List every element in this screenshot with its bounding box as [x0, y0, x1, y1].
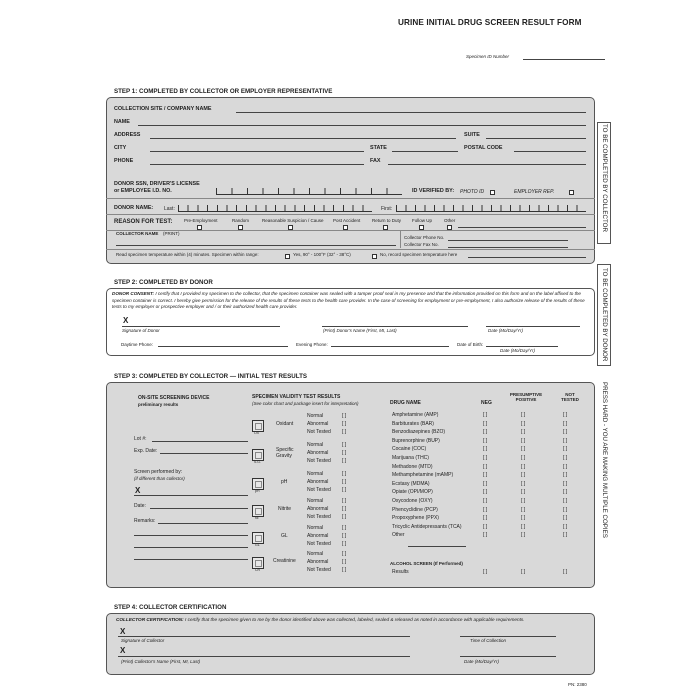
fax-label: FAX	[370, 158, 381, 164]
step3-heading: STEP 3: COMPLETED BY COLLECTOR — INITIAL TEST RESULTS	[114, 373, 307, 380]
validity-code: OX	[254, 431, 260, 435]
alcohol-not-tested-bracket[interactable]: [ ]	[563, 569, 568, 575]
bracket[interactable]: [ ]	[483, 515, 488, 522]
bracket[interactable]: [ ]	[342, 566, 347, 573]
bracket[interactable]: [ ]	[563, 489, 568, 496]
bracket[interactable]: [ ]	[342, 558, 347, 565]
photo-id-option[interactable]: PHOTO ID	[460, 189, 485, 195]
city-label: CITY	[114, 145, 127, 151]
donor-consent-text: I certify that I provided my specimen to the collector, that the specimen container was sealed with a tamper proof seal in my presence and that the information provided on this form and on the label affixed to the specimen container is correct. I hereby give permission for the release of the results of these tests to the health care provider. In the case of screening for employment or pre-employment, I also authorize release of the results of these tests to my employer or prospective employer and / or their authorized health care provider.	[112, 291, 585, 310]
option-abnormal: Abnormal	[307, 449, 329, 456]
not-tested-column[interactable]	[563, 411, 567, 540]
bracket[interactable]: [ ]	[521, 515, 526, 522]
collector-name-label: COLLECTOR NAME	[116, 231, 159, 236]
option-not-tested: Not Tested	[307, 486, 331, 493]
employer-rep-option[interactable]: EMPLOYER REP.	[514, 189, 555, 195]
collector-print-x: X	[120, 646, 126, 655]
bracket[interactable]: [ ]	[563, 532, 568, 539]
presumptive-header	[508, 392, 544, 402]
option-abnormal: Abnormal	[307, 505, 329, 512]
address-field[interactable]	[150, 138, 456, 139]
collector-cert-text: I certify that the specimen given to me by the donor identified above was collected, labeled, sealed & released as noted in accordance with applicable requirements.	[185, 617, 525, 622]
alcohol-results-label: Results	[392, 569, 409, 575]
option-normal: Normal	[307, 498, 324, 504]
dob-date-label: Date (Mo/Day/Yr)	[500, 348, 536, 353]
validity-test-name: Nitrite	[278, 506, 292, 512]
validity-options	[307, 525, 331, 548]
bracket[interactable]: [ ]	[342, 498, 347, 504]
name-field[interactable]	[138, 125, 586, 126]
state-label: STATE	[370, 145, 387, 151]
bracket[interactable]: [ ]	[342, 525, 347, 531]
postal-code-field[interactable]	[514, 151, 586, 152]
bracket[interactable]: [ ]	[342, 551, 347, 557]
employer-rep-checkbox[interactable]	[569, 190, 574, 195]
donor-print-name-label: (Print) Donor's Name (First, MI, Last)	[323, 328, 397, 333]
validity-brackets[interactable]	[342, 442, 346, 465]
alcohol-neg-bracket[interactable]: [ ]	[483, 569, 488, 575]
validity-code: NI	[255, 516, 259, 520]
bracket[interactable]: [ ]	[563, 515, 568, 522]
collector-print-name-field[interactable]	[118, 656, 410, 657]
option-normal: Normal	[307, 471, 324, 477]
option-not-tested: Not Tested	[307, 513, 331, 520]
donor-consent	[112, 291, 588, 311]
collector-name-print: (PRINT)	[163, 231, 180, 236]
validity-test-name: GL	[281, 533, 288, 539]
reason-post-accident[interactable]: Post Accident	[333, 218, 361, 223]
reason-follow-up[interactable]: Follow Up	[412, 218, 433, 223]
drug-name: Buprenorphine (BUP)	[392, 437, 440, 444]
divider	[106, 198, 595, 199]
donor-ssn-field[interactable]	[216, 188, 402, 195]
city-field[interactable]	[150, 151, 364, 152]
drug-name: Phencyclidine (PCP)	[392, 506, 438, 513]
form-title: URINE INITIAL DRUG SCREEN RESULT FORM	[398, 18, 582, 27]
bracket[interactable]: [ ]	[342, 449, 347, 456]
daytime-phone-label: Daytime Phone:	[121, 342, 154, 347]
evening-phone-field[interactable]	[331, 346, 449, 347]
drug-name: Propoxyphene (PPX)	[392, 515, 439, 522]
remarks-field[interactable]	[134, 559, 248, 560]
collector-phone-label: Collector Phone No.	[404, 235, 445, 240]
screen-date-label: Date:	[134, 503, 146, 509]
bracket[interactable]: [ ]	[483, 523, 488, 530]
bracket[interactable]: [ ]	[521, 420, 526, 427]
first-name-label: First:	[381, 206, 393, 212]
daytime-phone-field[interactable]	[158, 346, 288, 347]
bracket[interactable]: [ ]	[563, 437, 568, 444]
screen-by-x: X	[135, 486, 141, 495]
drug-name: Barbiturates (BAR)	[392, 420, 434, 427]
validity-code: pH	[255, 489, 260, 493]
option-not-tested: Not Tested	[307, 566, 331, 573]
validity-code: GL	[255, 543, 260, 547]
bracket[interactable]: [ ]	[483, 489, 488, 496]
remarks-field[interactable]	[134, 547, 248, 548]
donor-ssn-label-2: or EMPLOYEE I.D. NO.	[114, 188, 172, 194]
evening-phone-label: Evening Phone:	[296, 342, 328, 347]
last-name-field[interactable]	[178, 205, 372, 212]
option-normal: Normal	[307, 413, 324, 419]
collector-fax-label: Collector Fax No.	[404, 242, 439, 247]
bracket[interactable]: [ ]	[342, 420, 347, 427]
drug-name-header: DRUG NAME	[390, 400, 421, 406]
bracket[interactable]: [ ]	[342, 540, 347, 547]
validity-code: S.G.	[254, 460, 262, 464]
validity-test-name: pH	[281, 479, 288, 485]
drug-list	[392, 411, 462, 540]
bracket[interactable]: [ ]	[563, 463, 568, 470]
validity-brackets[interactable]	[342, 498, 346, 521]
name-label: NAME	[114, 119, 130, 125]
lot-label: Lot #:	[134, 436, 147, 442]
drug-name: Amphetamine (AMP)	[392, 412, 439, 418]
bracket[interactable]: [ ]	[483, 437, 488, 444]
donor-print-name-field[interactable]	[322, 326, 468, 327]
bracket[interactable]: [ ]	[483, 454, 488, 461]
bracket[interactable]: [ ]	[521, 463, 526, 470]
drug-name: Cocaine (COC)	[392, 446, 427, 453]
donor-signature-field[interactable]	[122, 326, 280, 327]
drug-name: Methamphetamine (mAMP)	[392, 472, 454, 479]
cert-date-label: Date (Mo/Day/Yr)	[464, 659, 500, 664]
reason-pre-employment[interactable]: Pre-Employment	[184, 218, 218, 223]
drug-name: Ecstasy (MDMA)	[392, 480, 430, 487]
bracket[interactable]: [ ]	[563, 523, 568, 530]
bracket[interactable]: [ ]	[521, 446, 526, 453]
collector-signature-x: X	[120, 627, 126, 636]
drug-name: Tricyclic Antidepressants (TCA)	[392, 523, 462, 530]
bracket[interactable]: [ ]	[521, 429, 526, 436]
step2-heading: STEP 2: COMPLETED BY DONOR	[114, 279, 213, 286]
validity-options	[307, 442, 331, 465]
remarks-field[interactable]	[158, 523, 248, 524]
onsite-device-subtitle: preliminary results	[138, 402, 179, 407]
donor-name-label: DONOR NAME:	[114, 205, 154, 211]
bracket[interactable]: [ ]	[483, 480, 488, 487]
option-normal: Normal	[307, 525, 324, 531]
bracket[interactable]: [ ]	[521, 472, 526, 479]
temp-no-label: No, record specimen temperature here	[380, 252, 458, 257]
photo-id-checkbox[interactable]	[490, 190, 495, 195]
exp-date-label: Exp. Date:	[134, 448, 158, 454]
reason-other-field[interactable]	[458, 227, 586, 228]
bracket[interactable]: [ ]	[342, 442, 347, 448]
alcohol-positive-bracket[interactable]: [ ]	[521, 569, 526, 575]
screen-by-field[interactable]	[134, 495, 248, 496]
specimen-id-field[interactable]	[523, 59, 605, 60]
reason-random[interactable]: Random	[232, 218, 250, 223]
presumptive-header-2: POSITIVE	[515, 397, 537, 402]
donor-signature-label: Signature of Donor	[122, 328, 160, 333]
validity-options	[307, 413, 331, 436]
drug-name: Opiate (OPI/MOP)	[392, 489, 433, 496]
divider	[106, 249, 595, 250]
lot-field[interactable]	[152, 441, 248, 442]
collector-fax-field[interactable]	[448, 247, 568, 248]
collector-signature-label: Signature of Collector	[121, 638, 165, 643]
dob-label: Date of Birth:	[457, 342, 484, 347]
validity-test-name: Creatinine	[273, 558, 296, 564]
bracket[interactable]: [ ]	[521, 480, 526, 487]
validity-brackets[interactable]	[342, 551, 346, 574]
drug-name: Oxycodone (OXY)	[392, 497, 433, 504]
option-abnormal: Abnormal	[307, 478, 329, 485]
bracket[interactable]: [ ]	[563, 506, 568, 513]
validity-test-name: Specific Gravity	[276, 447, 294, 459]
not-tested-header	[558, 392, 582, 402]
drug-name: Other	[392, 532, 405, 539]
option-not-tested: Not Tested	[307, 428, 331, 435]
not-tested-header-2: TESTED	[561, 397, 579, 402]
bracket[interactable]: [ ]	[342, 471, 347, 477]
specimen-id-label: Specimen ID Number	[466, 54, 510, 59]
bracket[interactable]: [ ]	[342, 505, 347, 512]
side-label-collector: TO BE COMPLETED BY COLLECTOR	[601, 124, 608, 232]
option-not-tested: Not Tested	[307, 457, 331, 464]
onsite-device-title: ON-SITE SCREENING DEVICE	[138, 395, 210, 401]
validity-brackets[interactable]	[342, 413, 346, 436]
bracket[interactable]: [ ]	[483, 420, 488, 427]
validity-subtitle: (See color chart and package insert for interpretation)	[252, 401, 359, 406]
bracket[interactable]: [ ]	[563, 454, 568, 461]
dob-field[interactable]	[486, 346, 558, 347]
collection-site-label: COLLECTION SITE / COMPANY NAME	[114, 106, 212, 112]
validity-options	[307, 551, 331, 574]
bracket[interactable]: [ ]	[563, 412, 568, 418]
cert-date-field[interactable]	[460, 656, 556, 657]
bracket[interactable]: [ ]	[563, 472, 568, 479]
bracket[interactable]: [ ]	[342, 478, 347, 485]
state-field[interactable]	[392, 151, 458, 152]
neg-header: NEG	[481, 400, 492, 406]
validity-brackets[interactable]	[342, 525, 346, 548]
collection-time-label: Time of Collection	[470, 638, 506, 643]
temp-read-label: Read specimen temperature within (4) minutes. Specimen within range:	[116, 252, 259, 257]
bracket[interactable]: [ ]	[521, 532, 526, 539]
reason-return-to-duty[interactable]: Return to Duty	[372, 218, 402, 223]
validity-options	[307, 498, 331, 521]
screen-by-note: (if different than collector)	[134, 476, 185, 481]
step4-box	[106, 613, 595, 675]
bracket[interactable]: [ ]	[563, 429, 568, 436]
step1-heading: STEP 1: COMPLETED BY COLLECTOR OR EMPLOYER REPRESENTATIVE	[114, 88, 333, 95]
fax-field[interactable]	[388, 164, 586, 165]
divider	[106, 214, 595, 215]
bracket[interactable]: [ ]	[342, 532, 347, 539]
validity-brackets[interactable]	[342, 471, 346, 494]
bracket[interactable]: [ ]	[483, 497, 488, 504]
drug-other-field[interactable]	[408, 546, 466, 547]
reason-other[interactable]: Other	[444, 218, 456, 223]
bracket[interactable]: [ ]	[563, 497, 568, 504]
presumptive-header-1: PRESUMPTIVE	[509, 392, 543, 397]
last-name-label: Last:	[164, 206, 175, 212]
bracket[interactable]: [ ]	[521, 497, 526, 504]
not-tested-header-1: NOT	[565, 392, 575, 397]
temp-record-field[interactable]	[468, 257, 586, 258]
option-abnormal: Abnormal	[307, 558, 329, 565]
drug-name: Marijuana (THC)	[392, 454, 429, 461]
divider	[400, 230, 401, 248]
remarks-label: Remarks:	[134, 518, 156, 524]
option-not-tested: Not Tested	[307, 540, 331, 547]
temp-no-checkbox[interactable]	[372, 254, 377, 259]
bracket[interactable]: [ ]	[483, 429, 488, 436]
side-label-press-hard: PRESS HARD - YOU ARE MAKING MULTIPLE COPIES	[601, 382, 608, 538]
step4-heading: STEP 4: COLLECTOR CERTIFICATION	[114, 604, 227, 611]
donor-date-label: Date (Mo/Day/Yr)	[488, 328, 524, 333]
donor-consent-label: DONOR CONSENT:	[112, 291, 155, 296]
bracket[interactable]: [ ]	[483, 506, 488, 513]
bracket[interactable]: [ ]	[563, 480, 568, 487]
phone-field[interactable]	[150, 164, 364, 165]
bracket[interactable]: [ ]	[521, 454, 526, 461]
bracket[interactable]: [ ]	[342, 428, 347, 435]
bracket[interactable]: [ ]	[521, 412, 526, 418]
collector-print-name-label: (Print) Collector's Name (First, MI, Last)	[121, 659, 201, 664]
temp-yes-checkbox[interactable]	[285, 254, 290, 259]
reason-label: REASON FOR TEST:	[114, 219, 173, 225]
remarks-field[interactable]	[134, 535, 248, 536]
collector-cert-label: COLLECTOR CERTIFICATION:	[116, 617, 184, 622]
bracket[interactable]: [ ]	[483, 532, 488, 539]
temp-yes-label: Yes, 90° - 100°F (32° - 38°C)	[293, 252, 351, 257]
collector-name-field[interactable]	[116, 245, 396, 246]
bracket[interactable]: [ ]	[483, 446, 488, 453]
donor-date-field[interactable]	[486, 326, 580, 327]
validity-options	[307, 471, 331, 494]
bracket[interactable]: [ ]	[483, 463, 488, 470]
exp-date-field[interactable]	[160, 453, 248, 454]
bracket[interactable]: [ ]	[521, 489, 526, 496]
collection-time-field[interactable]	[460, 636, 556, 637]
collector-cert	[116, 617, 525, 622]
screen-date-field[interactable]	[150, 508, 248, 509]
side-label-donor: TO BE COMPLETED BY DONOR	[601, 268, 608, 362]
bracket[interactable]: [ ]	[521, 523, 526, 530]
donor-ssn-label-1: DONOR SSN, DRIVER'S LICENSE	[114, 181, 200, 187]
postal-code-label: POSTAL CODE	[464, 145, 503, 151]
option-abnormal: Abnormal	[307, 532, 329, 539]
neg-column[interactable]	[483, 411, 487, 540]
bracket[interactable]: [ ]	[342, 486, 347, 493]
option-abnormal: Abnormal	[307, 420, 329, 427]
reason-suspicion[interactable]: Reasonable Suspicion / Cause	[262, 218, 324, 223]
validity-test-name: Oxidant	[276, 421, 294, 427]
collector-signature-field[interactable]	[118, 636, 410, 637]
part-number: PN: 2380	[568, 682, 587, 687]
option-normal: Normal	[307, 442, 324, 448]
donor-signature-x: X	[123, 316, 129, 325]
bracket[interactable]: [ ]	[342, 413, 347, 419]
bracket[interactable]: [ ]	[563, 420, 568, 427]
collection-site-field[interactable]	[236, 112, 586, 113]
bracket[interactable]: [ ]	[483, 472, 488, 479]
validity-title: SPECIMEN VALIDITY TEST RESULTS	[252, 394, 341, 400]
bracket[interactable]: [ ]	[563, 446, 568, 453]
suite-field[interactable]	[486, 138, 586, 139]
bracket[interactable]: [ ]	[342, 513, 347, 520]
suite-label: SUITE	[464, 132, 480, 138]
bracket[interactable]: [ ]	[483, 412, 488, 418]
option-normal: Normal	[307, 551, 324, 557]
alcohol-screen-title: ALCOHOL SCREEN (If Performed)	[390, 561, 463, 566]
drug-name: Benzodiazepines (BZO)	[392, 429, 446, 436]
bracket[interactable]: [ ]	[521, 506, 526, 513]
bracket[interactable]: [ ]	[521, 437, 526, 444]
first-name-field[interactable]	[396, 205, 586, 212]
drug-name: Methadone (MTD)	[392, 463, 433, 470]
id-verified-label: ID VERIFIED BY:	[412, 188, 455, 194]
collector-phone-field[interactable]	[448, 240, 568, 241]
screen-by-label: Screen performed by:	[134, 469, 183, 475]
phone-label: PHONE	[114, 158, 134, 164]
address-label: ADDRESS	[114, 132, 141, 138]
bracket[interactable]: [ ]	[342, 457, 347, 464]
validity-code: CR	[255, 568, 261, 572]
positive-column[interactable]	[521, 411, 525, 540]
